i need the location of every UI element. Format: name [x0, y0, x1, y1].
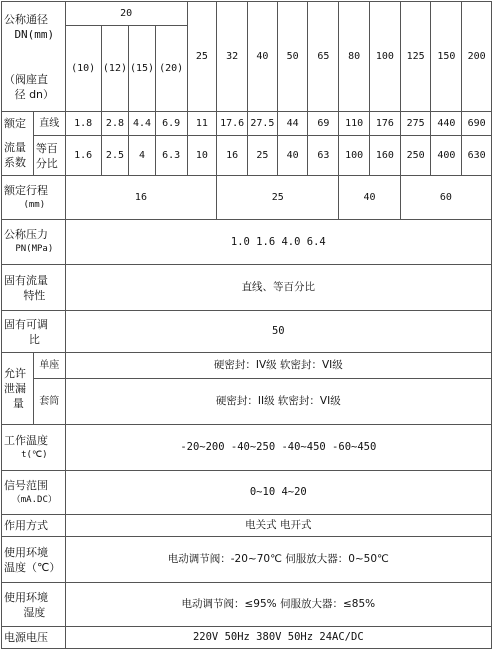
flow-characteristic-label-1: 固有流量 [4, 273, 48, 287]
ambient-temperature-value: 电动调节阀：-20~70℃ 伺服放大器：0~50℃ [65, 537, 491, 583]
nominal-diameter-line3: （阀座直 [4, 72, 48, 86]
stroke-25: 25 [217, 176, 339, 220]
ambient-humidity-label-1: 使用环境 [4, 590, 48, 604]
nominal-pressure-label [2, 220, 66, 265]
ambient-humidity-label-2: 湿度 [23, 605, 46, 619]
dn-65: 65 [308, 2, 339, 112]
kv-eqpct-value: 2.5 [101, 136, 129, 176]
nominal-diameter-line1: 公称通径 [4, 12, 48, 26]
spec-sheet [1, 1, 492, 644]
rangeability-value: 50 [65, 311, 491, 353]
dn-40: 40 [248, 2, 278, 112]
flow-coeff-linear-label: 直线 [33, 112, 65, 136]
kv-linear-value: 440 [431, 112, 462, 136]
kv-eqpct-value: 25 [248, 136, 278, 176]
dn-200: 200 [462, 2, 492, 112]
kv-linear-value: 690 [462, 112, 492, 136]
stroke-60: 60 [400, 176, 491, 220]
ambient-humidity-row [2, 583, 492, 627]
leakage-label [2, 353, 34, 425]
signal-range-label-2: （mA.DC） [11, 494, 57, 505]
kv-eqpct-value: 10 [187, 136, 217, 176]
kv-linear-value: 1.8 [65, 112, 101, 136]
kv-eqpct-value: 1.6 [65, 136, 101, 176]
ambient-temperature-label-2: 温度（℃） [4, 560, 61, 574]
dn-32: 32 [217, 2, 248, 112]
ambient-temperature-label [2, 537, 66, 583]
kv-eqpct-value: 160 [369, 136, 400, 176]
stroke-16: 16 [65, 176, 217, 220]
eqpct-label-2: 分比 [35, 156, 58, 170]
kv-eqpct-value: 6.3 [155, 136, 187, 176]
signal-range-label-1: 信号范围 [4, 478, 48, 492]
leakage-single-seat-value: 硬密封：IV级 软密封：VI级 [65, 353, 491, 379]
kv-linear-value: 17.6 [217, 112, 248, 136]
dn-80: 80 [339, 2, 370, 112]
kv-linear-value: 27.5 [248, 112, 278, 136]
flow-characteristic-label [2, 265, 66, 311]
working-temperature-label [2, 425, 66, 471]
kv-eqpct-value: 100 [339, 136, 370, 176]
leakage-label-3: 量 [12, 397, 24, 410]
dn-sub-20: (20) [155, 26, 187, 112]
working-temperature-label-2: t(℃) [21, 449, 48, 460]
rated-stroke-label [2, 176, 66, 220]
nominal-diameter-line4: 径 dn） [14, 87, 55, 101]
nominal-pressure-label-1: 公称压力 [4, 228, 48, 241]
spacer [4, 42, 65, 72]
leakage-cage-label: 套筒 [33, 379, 65, 425]
kv-eqpct-value: 16 [217, 136, 248, 176]
kv-linear-value: 2.8 [101, 112, 129, 136]
leakage-cage-value: 硬密封：II级 软密封：VI级 [65, 379, 491, 425]
stroke-40: 40 [339, 176, 401, 220]
kv-linear-value: 4.4 [129, 112, 156, 136]
eqpct-label-1: 等百 [35, 141, 58, 155]
ambient-temperature-label-1: 使用环境 [4, 545, 48, 559]
flow-characteristic-row [2, 265, 492, 311]
nominal-pressure-value: 1.0 1.6 4.0 6.4 [65, 220, 491, 265]
leakage-single-seat-row [2, 353, 492, 379]
flow-coeff-label-b: 流量 [4, 141, 26, 155]
power-supply-row [2, 627, 492, 649]
flow-coeff-eqpct-row [2, 136, 492, 176]
kv-linear-value: 275 [400, 112, 431, 136]
working-temperature-value: -20~200 -40~250 -40~450 -60~450 [65, 425, 491, 471]
kv-linear-value: 69 [308, 112, 339, 136]
rated-stroke-label-1: 额定行程 [4, 183, 48, 197]
kv-linear-value: 6.9 [155, 112, 187, 136]
ambient-humidity-label [2, 583, 66, 627]
flow-coeff-label-c: 系数 [4, 156, 26, 170]
header-row-1 [2, 2, 492, 26]
flow-coeff-label-bc [2, 136, 34, 176]
kv-eqpct-value: 40 [277, 136, 308, 176]
kv-eqpct-value: 63 [308, 136, 339, 176]
kv-linear-value: 176 [369, 112, 400, 136]
rangeability-label-1: 固有可调 [4, 317, 48, 331]
kv-eqpct-value: 250 [400, 136, 431, 176]
spec-table [1, 1, 492, 649]
nominal-pressure-label-2: PN(MPa) [15, 244, 54, 254]
working-temperature-label-1: 工作温度 [4, 433, 48, 447]
action-label: 作用方式 [2, 515, 66, 537]
flow-coeff-label-a: 额定 [2, 112, 34, 136]
rated-stroke-label-2: (mm) [23, 199, 46, 210]
signal-range-label [2, 471, 66, 515]
flow-coeff-linear-row [2, 112, 492, 136]
action-row [2, 515, 492, 537]
kv-eqpct-value: 630 [462, 136, 492, 176]
leakage-cage-row [2, 379, 492, 425]
rangeability-label [2, 311, 66, 353]
leakage-label-1: 允许 [4, 367, 26, 380]
dn-sub-12: (12) [101, 26, 129, 112]
dn-50: 50 [277, 2, 308, 112]
nominal-pressure-row [2, 220, 492, 265]
power-supply-value: 220V 50Hz 380V 50Hz 24AC/DC [65, 627, 491, 649]
dn-group-20: 20 [65, 2, 187, 26]
ambient-temperature-row [2, 537, 492, 583]
nominal-diameter-line2: DN(mm) [14, 27, 55, 41]
rated-stroke-row [2, 176, 492, 220]
flow-characteristic-label-2: 特性 [23, 288, 46, 302]
kv-linear-value: 44 [277, 112, 308, 136]
power-supply-label: 电源电压 [2, 627, 66, 649]
rangeability-label-2: 比 [28, 332, 40, 346]
flow-coeff-eqpct-label [33, 136, 65, 176]
leakage-single-seat-label: 单座 [33, 353, 65, 379]
flow-characteristic-value: 直线、等百分比 [65, 265, 491, 311]
nominal-diameter-header [2, 2, 66, 112]
dn-sub-10: (10) [65, 26, 101, 112]
working-temperature-row [2, 425, 492, 471]
dn-100: 100 [369, 2, 400, 112]
dn-25: 25 [187, 2, 217, 112]
signal-range-value: 0~10 4~20 [65, 471, 491, 515]
kv-linear-value: 110 [339, 112, 370, 136]
dn-sub-15: (15) [129, 26, 156, 112]
ambient-humidity-value: 电动调节阀：≤95% 伺服放大器：≤85% [65, 583, 491, 627]
rangeability-row [2, 311, 492, 353]
action-value: 电关式 电开式 [65, 515, 491, 537]
kv-eqpct-value: 400 [431, 136, 462, 176]
signal-range-row [2, 471, 492, 515]
kv-eqpct-value: 4 [129, 136, 156, 176]
dn-150: 150 [431, 2, 462, 112]
dn-125: 125 [400, 2, 431, 112]
kv-linear-value: 11 [187, 112, 217, 136]
leakage-label-2: 泄漏 [4, 382, 26, 395]
